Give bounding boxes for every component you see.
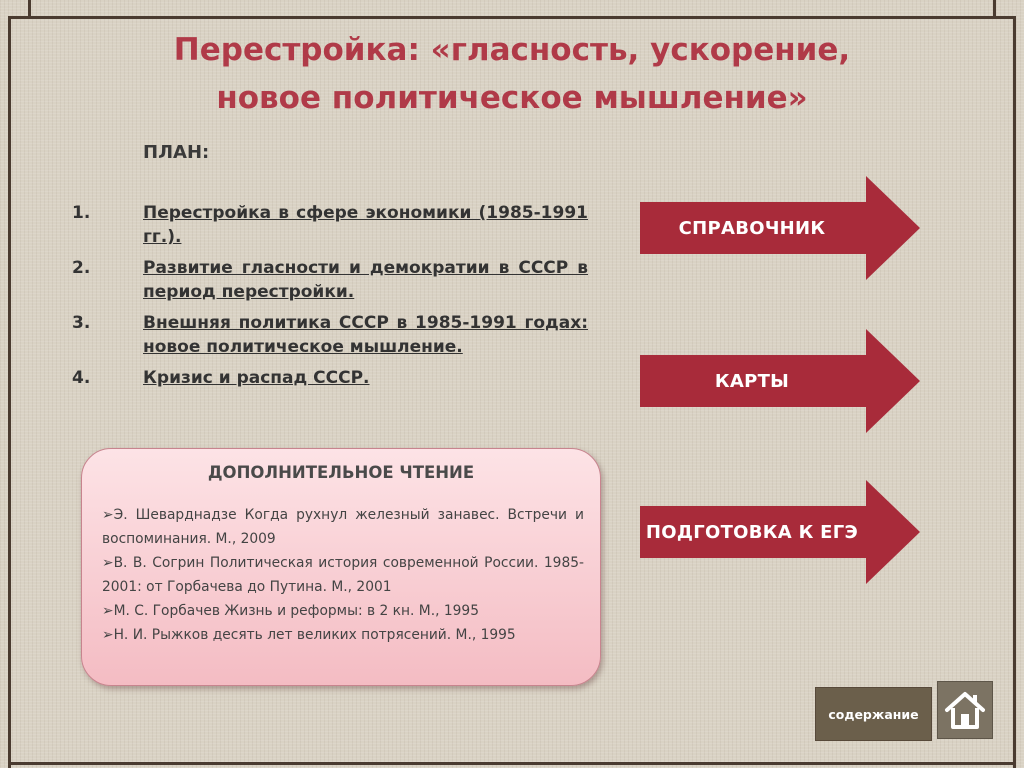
bullet-arrow-icon: ➢ [102,555,114,571]
frame-top-line [8,16,1016,19]
frame-left-line [8,16,11,768]
plan-link-collapse[interactable]: Кризис и распад СССР. [143,368,370,388]
plan-item [72,311,592,359]
frame-tick-left [28,0,31,19]
frame-tick-right [993,0,996,19]
bullet-arrow-icon: ➢ [102,627,114,643]
plan-item [72,366,592,390]
frame-bottom-line [8,762,1016,765]
exam-prep-arrow-button[interactable] [640,480,920,584]
contents-button-label: содержание [828,706,919,722]
exam-prep-arrow-label: ПОДГОТОВКА К ЕГЭ [645,521,859,543]
reading-item-text: Э. Шеварднадзе Когда рухнул железный занавес. Встречи и воспоминания. М., 2009 [102,507,584,547]
plan-link-glasnost[interactable]: Развитие гласности и демократии в СССР в период перестройки. [143,258,588,302]
reading-item-text: Н. И. Рыжков десять лет великих потрясений. М., 1995 [113,627,516,643]
slide-title-line1: Перестройка: «гласность, ускорение, [173,32,851,68]
home-button[interactable] [937,681,993,739]
slide-title-line2: новое политическое мышление» [216,80,808,116]
frame-right-line [1013,16,1016,768]
plan-item-number: 2. [72,258,91,278]
additional-reading-title: ДОПОЛНИТЕЛЬНОЕ ЧТЕНИЕ [207,463,475,482]
home-icon [943,688,987,732]
maps-arrow-button[interactable] [640,329,920,433]
additional-reading-panel [81,448,601,686]
plan-item [72,201,592,249]
bullet-arrow-icon: ➢ [102,507,114,523]
plan-item [72,256,592,304]
bullet-arrow-icon: ➢ [102,603,114,619]
reading-item[interactable] [102,503,584,551]
plan-item-number: 4. [72,368,91,388]
plan-list [72,201,592,397]
plan-link-economy[interactable]: Перестройка в сфере экономики (1985-1991 гг.). [143,203,588,247]
slide-title [60,26,964,122]
plan-item-number: 1. [72,203,91,223]
reading-item[interactable] [102,599,584,623]
contents-button[interactable] [815,687,932,741]
maps-arrow-label: КАРТЫ [714,370,790,392]
reading-item[interactable] [102,551,584,599]
plan-item-number: 3. [72,313,91,333]
reading-item[interactable] [102,623,584,647]
additional-reading-list [102,503,584,647]
reading-item-text: В. В. Согрин Политическая история современной России. 1985-2001: от Горбачева до Путина. М., 2001 [102,555,584,595]
plan-link-foreign-policy[interactable]: Внешняя политика СССР в 1985-1991 годах: новое политическое мышление. [143,313,588,357]
reference-arrow-label: СПРАВОЧНИК [678,217,826,239]
reading-item-text: М. С. Горбачев Жизнь и реформы: в 2 кн. М., 1995 [113,603,479,619]
reference-arrow-button[interactable] [640,176,920,280]
plan-label: ПЛАН: [143,142,210,163]
